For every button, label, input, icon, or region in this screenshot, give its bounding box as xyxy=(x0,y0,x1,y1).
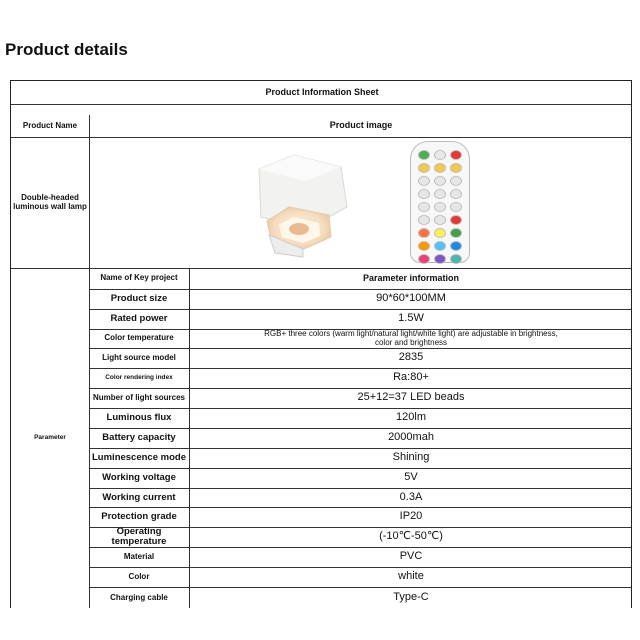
remote-button xyxy=(434,215,446,225)
remote-button xyxy=(434,228,446,238)
remote-button xyxy=(450,150,462,160)
parameter-value: (-10℃-50℃) xyxy=(379,530,443,543)
parameter-key: Charging cable xyxy=(110,592,168,602)
remote-button xyxy=(418,202,430,212)
parameter-value: 2000mah xyxy=(388,431,434,444)
parameter-value: Shining xyxy=(392,451,430,464)
remote-button xyxy=(450,215,462,225)
parameter-key: Light source model xyxy=(102,352,176,362)
parameter-value: 0.3A xyxy=(399,490,423,503)
remote-button xyxy=(450,202,462,212)
product-image xyxy=(89,137,632,268)
remote-button xyxy=(434,241,446,251)
parameter-section-label: Parameter xyxy=(34,434,66,442)
remote-button xyxy=(450,176,462,186)
remote-button xyxy=(434,150,446,160)
parameter-key: Working voltage xyxy=(102,472,176,484)
product-name: Double-headed luminous wall lamp xyxy=(13,193,87,211)
remote-button xyxy=(418,215,430,225)
parameter-key: Luminous flux xyxy=(106,412,172,424)
parameter-key: Color xyxy=(128,571,150,581)
parameter-value: white xyxy=(398,570,424,583)
parameter-value: 1.5W xyxy=(398,312,424,325)
remote-button xyxy=(434,176,446,186)
parameter-information-header: Parameter information xyxy=(362,272,460,283)
parameter-value: Type-C xyxy=(393,591,429,604)
parameter-key: Protection grade xyxy=(101,511,177,523)
wall-lamp-image xyxy=(89,137,632,268)
parameter-value: Ra:80+ xyxy=(393,371,429,384)
parameter-key: Color temperature xyxy=(104,333,174,343)
remote-button xyxy=(418,176,430,186)
remote-button xyxy=(450,254,462,264)
key-project-header: Name of Key project xyxy=(100,273,178,283)
remote-button xyxy=(434,254,446,264)
remote-button xyxy=(418,241,430,251)
sheet-title: Product Information Sheet xyxy=(265,86,379,97)
parameter-key: Battery capacity xyxy=(102,432,176,444)
parameter-value: 5V xyxy=(404,471,418,484)
page-title: Product details xyxy=(5,40,128,59)
remote-button xyxy=(450,241,462,251)
parameter-value: 2835 xyxy=(398,351,424,364)
remote-button xyxy=(418,150,430,160)
remote-button xyxy=(418,163,430,173)
parameter-value: RGB+ three colors (warm light/natural light/white light) are adjustable in brightness, color and brightness xyxy=(264,329,558,347)
parameter-key: Working current xyxy=(102,491,176,503)
parameter-key: Product size xyxy=(110,293,168,305)
remote-button xyxy=(434,163,446,173)
parameter-value: 120lm xyxy=(396,411,426,424)
parameter-value: 25+12=37 LED beads xyxy=(357,391,465,404)
remote-button xyxy=(418,254,430,264)
remote-button xyxy=(418,189,430,199)
product-information-sheet xyxy=(10,80,632,608)
parameter-key: Luminescence mode xyxy=(92,452,186,464)
product-name-header: Product Name xyxy=(22,120,78,130)
parameter-key: Operating temperature xyxy=(111,526,167,547)
remote-button-grid xyxy=(418,150,464,264)
remote-button xyxy=(434,202,446,212)
parameter-key: Color rendering index xyxy=(105,373,173,381)
remote-button xyxy=(434,189,446,199)
remote-button xyxy=(450,228,462,238)
product-image-header: Product image xyxy=(329,120,393,131)
parameter-value: IP20 xyxy=(399,510,423,523)
parameter-value: 90*60*100MM xyxy=(376,292,446,305)
remote-button xyxy=(450,189,462,199)
remote-button xyxy=(450,163,462,173)
parameter-key: Material xyxy=(123,551,155,561)
parameter-value: PVC xyxy=(399,550,423,563)
remote-control-image xyxy=(410,141,470,263)
parameter-key: Rated power xyxy=(110,313,168,325)
parameter-key: Number of light sources xyxy=(92,392,185,402)
remote-button xyxy=(418,228,430,238)
